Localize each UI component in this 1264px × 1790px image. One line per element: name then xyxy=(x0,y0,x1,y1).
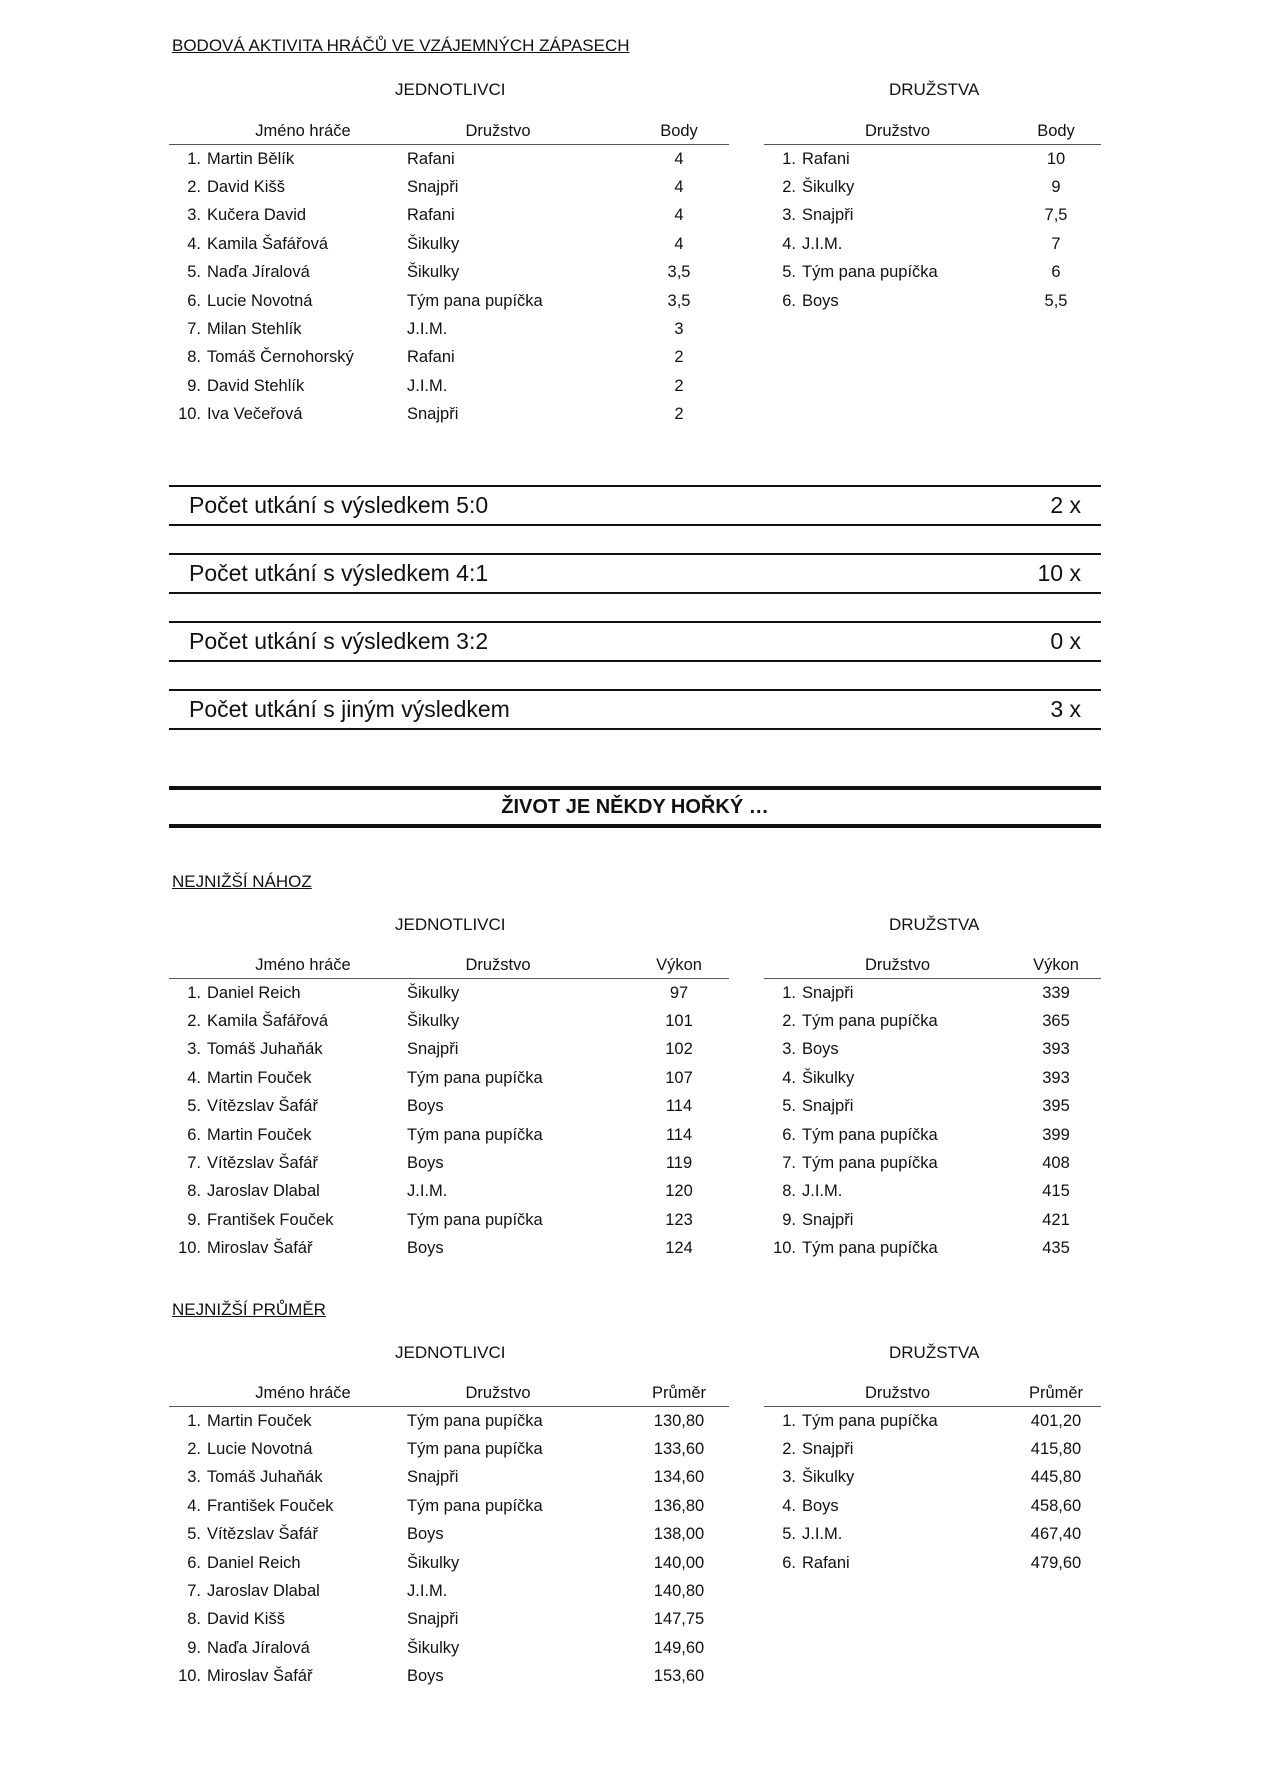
team-name: Snajpři xyxy=(407,1040,459,1059)
match-count-label: Počet utkání s výsledkem 3:2 xyxy=(189,628,489,654)
player-name: František Fouček xyxy=(207,1210,334,1229)
rank: 7. xyxy=(187,320,201,339)
rank: 2. xyxy=(187,1440,201,1459)
value: 120 xyxy=(665,1182,693,1201)
table-row xyxy=(764,1464,1101,1492)
header-team: Družstvo xyxy=(407,113,629,145)
team-name: Tým pana pupíčka xyxy=(407,1496,543,1515)
value: 6 xyxy=(1051,263,1061,282)
value: 2 xyxy=(674,405,684,424)
player-name: Lucie Novotná xyxy=(207,1440,313,1459)
rank: 1. xyxy=(782,983,796,1002)
table-row xyxy=(169,1464,729,1492)
rank: 3. xyxy=(782,1468,796,1487)
value: 399 xyxy=(1042,1125,1070,1144)
player-name: Tomáš Juhaňák xyxy=(207,1468,323,1487)
header-value: Průměr xyxy=(629,1375,729,1407)
rank: 4. xyxy=(782,234,796,253)
rank: 3. xyxy=(187,206,201,225)
table-row xyxy=(764,979,1101,1008)
rank: 6. xyxy=(187,1125,201,1144)
value: 4 xyxy=(674,178,684,197)
rank: 6. xyxy=(782,1553,796,1572)
team-name: Tým pana pupíčka xyxy=(802,1239,938,1258)
player-name: Naďa Jíralová xyxy=(207,263,310,282)
rank: 10. xyxy=(178,1239,201,1258)
table-row xyxy=(169,1549,729,1577)
table-row xyxy=(169,315,729,343)
rank: 2. xyxy=(782,1440,796,1459)
match-count-value: 0 x xyxy=(1050,628,1081,654)
value: 339 xyxy=(1042,983,1070,1002)
value: 4 xyxy=(674,234,684,253)
rank: 1. xyxy=(187,149,201,168)
rank: 5. xyxy=(782,1097,796,1116)
rank: 2. xyxy=(782,1012,796,1031)
table-row xyxy=(169,372,729,400)
value: 107 xyxy=(665,1068,693,1087)
rank: 4. xyxy=(187,1068,201,1087)
table-row xyxy=(169,1606,729,1634)
rank: 9. xyxy=(187,1638,201,1657)
rank: 1. xyxy=(187,983,201,1002)
section-title-points: BODOVÁ AKTIVITA HRÁČŮ VE VZÁJEMNÝCH ZÁPASECH xyxy=(172,36,630,55)
team-name: Šikulky xyxy=(407,1638,460,1657)
value: 138,00 xyxy=(653,1525,705,1544)
value: 393 xyxy=(1042,1068,1070,1087)
table-row xyxy=(764,1521,1101,1549)
header-name: Jméno hráče xyxy=(169,1375,407,1407)
value: 153,60 xyxy=(653,1667,705,1686)
rank: 2. xyxy=(187,178,201,197)
team-name: Snajpři xyxy=(407,178,459,197)
table-row xyxy=(169,1121,729,1149)
value: 97 xyxy=(669,983,689,1002)
value: 445,80 xyxy=(1030,1468,1082,1487)
team-name: Tým pana pupíčka xyxy=(407,1210,543,1229)
match-count-row xyxy=(169,689,1101,730)
table-row xyxy=(169,259,729,287)
player-name: Daniel Reich xyxy=(207,983,301,1002)
table-row xyxy=(764,202,1101,230)
lowest-average-individuals-table xyxy=(169,1375,729,1691)
team-name: Boys xyxy=(407,1667,444,1686)
team-name: Rafani xyxy=(407,149,455,168)
table-row xyxy=(169,1093,729,1121)
value: 3 xyxy=(674,320,684,339)
match-count-row xyxy=(169,485,1101,526)
value: 393 xyxy=(1042,1040,1070,1059)
team-name: Šikulky xyxy=(802,178,855,197)
team-name: Boys xyxy=(407,1239,444,1258)
value: 395 xyxy=(1042,1097,1070,1116)
table-row xyxy=(169,1149,729,1177)
match-count-row xyxy=(169,621,1101,662)
player-name: David Kišš xyxy=(207,178,285,197)
team-name: Tým pana pupíčka xyxy=(802,1125,938,1144)
value: 130,80 xyxy=(653,1411,705,1430)
table-row xyxy=(169,401,729,429)
table-row xyxy=(169,1435,729,1463)
value: 408 xyxy=(1042,1154,1070,1173)
table-row xyxy=(169,1407,729,1436)
points-individuals-table xyxy=(169,113,729,429)
rank: 8. xyxy=(187,1610,201,1629)
match-count-value: 3 x xyxy=(1050,696,1081,722)
rank: 3. xyxy=(187,1040,201,1059)
team-name: Šikulky xyxy=(407,983,460,1002)
team-name: J.I.M. xyxy=(407,320,448,339)
section-title-lowest-average: NEJNIŽŠÍ PRŮMĚR xyxy=(172,1300,326,1319)
player-name: Vítězslav Šafář xyxy=(207,1154,318,1173)
player-name: David Stehlík xyxy=(207,376,305,395)
value: 119 xyxy=(665,1154,693,1173)
table-row xyxy=(169,344,729,372)
header-value: Výkon xyxy=(1011,947,1101,979)
team-name: Tým pana pupíčka xyxy=(802,1012,938,1031)
rank: 4. xyxy=(782,1068,796,1087)
team-name: Boys xyxy=(802,291,839,310)
rank: 2. xyxy=(782,178,796,197)
group-label-teams: DRUŽSTVA xyxy=(889,1343,980,1362)
header-value: Body xyxy=(1011,113,1101,145)
team-name: Šikulky xyxy=(802,1068,855,1087)
player-name: Tomáš Černohorský xyxy=(207,348,354,367)
team-name: J.I.M. xyxy=(407,1582,448,1601)
table-row xyxy=(169,1206,729,1234)
value: 114 xyxy=(665,1125,693,1144)
value: 467,40 xyxy=(1030,1525,1082,1544)
team-name: Šikulky xyxy=(407,234,460,253)
table-row xyxy=(764,1206,1101,1234)
table-row xyxy=(169,1521,729,1549)
player-name: Milan Stehlík xyxy=(207,320,302,339)
rank: 10. xyxy=(178,405,201,424)
team-name: J.I.M. xyxy=(802,1182,843,1201)
team-name: Tým pana pupíčka xyxy=(407,1411,543,1430)
header-value: Průměr xyxy=(1011,1375,1101,1407)
player-name: Kučera David xyxy=(207,206,307,225)
rank: 6. xyxy=(187,1553,201,1572)
player-name: Martin Fouček xyxy=(207,1068,312,1087)
team-name: J.I.M. xyxy=(802,1525,843,1544)
group-label-individuals: JEDNOTLIVCI xyxy=(395,1343,506,1362)
header-team: Družstvo xyxy=(764,113,1011,145)
player-name: Martin Fouček xyxy=(207,1411,312,1430)
value: 2 xyxy=(674,376,684,395)
team-name: Rafani xyxy=(802,149,850,168)
header-name: Jméno hráče xyxy=(169,947,407,979)
rank: 10. xyxy=(178,1667,201,1686)
table-row xyxy=(169,202,729,230)
table-row xyxy=(169,1492,729,1520)
value: 3,5 xyxy=(667,291,691,310)
value: 140,80 xyxy=(653,1582,705,1601)
team-name: Snajpři xyxy=(407,405,459,424)
header-value: Body xyxy=(629,113,729,145)
value: 102 xyxy=(665,1040,693,1059)
table-row xyxy=(764,1407,1101,1436)
team-name: Snajpři xyxy=(802,983,854,1002)
team-name: Snajpři xyxy=(802,1097,854,1116)
rank: 1. xyxy=(187,1411,201,1430)
team-name: Šikulky xyxy=(407,263,460,282)
rank: 3. xyxy=(782,206,796,225)
team-name: Boys xyxy=(407,1154,444,1173)
table-row xyxy=(169,1036,729,1064)
table-row xyxy=(169,1577,729,1605)
value: 7 xyxy=(1051,234,1061,253)
team-name: Snajpři xyxy=(407,1610,459,1629)
table-row xyxy=(764,173,1101,201)
value: 133,60 xyxy=(653,1440,705,1459)
team-name: Rafani xyxy=(802,1553,850,1572)
player-name: Miroslav Šafář xyxy=(207,1667,313,1686)
table-row xyxy=(169,1663,729,1691)
team-name: Snajpři xyxy=(802,1440,854,1459)
player-name: Jaroslav Dlabal xyxy=(207,1182,320,1201)
group-label-teams: DRUŽSTVA xyxy=(889,915,980,934)
player-name: Tomáš Juhaňák xyxy=(207,1040,323,1059)
value: 136,80 xyxy=(653,1496,705,1515)
table-row xyxy=(764,145,1101,174)
value: 458,60 xyxy=(1030,1496,1082,1515)
player-name: Naďa Jíralová xyxy=(207,1638,310,1657)
table-row xyxy=(169,173,729,201)
table-row xyxy=(764,1064,1101,1092)
value: 401,20 xyxy=(1030,1411,1082,1430)
rank: 5. xyxy=(187,1097,201,1116)
player-name: Miroslav Šafář xyxy=(207,1239,313,1258)
rank: 3. xyxy=(187,1468,201,1487)
rank: 5. xyxy=(187,263,201,282)
value: 415 xyxy=(1042,1182,1070,1201)
value: 140,00 xyxy=(653,1553,705,1572)
team-name: Boys xyxy=(802,1496,839,1515)
rank: 9. xyxy=(187,1210,201,1229)
match-count-row xyxy=(169,553,1101,594)
table-row xyxy=(764,230,1101,258)
rank: 4. xyxy=(187,1496,201,1515)
player-name: František Fouček xyxy=(207,1496,334,1515)
value: 2 xyxy=(674,348,684,367)
team-name: Tým pana pupíčka xyxy=(407,1125,543,1144)
team-name: Snajpři xyxy=(802,206,854,225)
team-name: Tým pana pupíčka xyxy=(407,291,543,310)
player-name: Jaroslav Dlabal xyxy=(207,1582,320,1601)
lowest-throw-teams-table xyxy=(764,947,1101,1263)
header-team: Družstvo xyxy=(764,1375,1011,1407)
table-row xyxy=(169,1064,729,1092)
table-row xyxy=(764,287,1101,315)
lowest-average-teams-table xyxy=(764,1375,1101,1577)
value: 7,5 xyxy=(1044,206,1068,225)
match-count-value: 10 x xyxy=(1037,560,1081,586)
player-name: Martin Fouček xyxy=(207,1125,312,1144)
team-name: Šikulky xyxy=(407,1012,460,1031)
rank: 6. xyxy=(187,291,201,310)
table-row xyxy=(764,1093,1101,1121)
table-row xyxy=(169,287,729,315)
table-row xyxy=(169,1007,729,1035)
rank: 8. xyxy=(187,1182,201,1201)
rank: 9. xyxy=(187,376,201,395)
player-name: Martin Bělík xyxy=(207,149,295,168)
rank: 7. xyxy=(782,1154,796,1173)
team-name: J.I.M. xyxy=(407,376,448,395)
value: 10 xyxy=(1046,149,1066,168)
table-row xyxy=(169,979,729,1008)
player-name: Kamila Šafářová xyxy=(207,1012,329,1031)
team-name: Snajpři xyxy=(802,1210,854,1229)
value: 101 xyxy=(665,1012,693,1031)
value: 4 xyxy=(674,206,684,225)
team-name: J.I.M. xyxy=(802,234,843,253)
player-name: Iva Večeřová xyxy=(207,405,303,424)
table-row xyxy=(764,1435,1101,1463)
match-count-label: Počet utkání s jiným výsledkem xyxy=(189,696,510,722)
value: 421 xyxy=(1042,1210,1070,1229)
lowest-throw-individuals-table xyxy=(169,947,729,1263)
banner-heading: ŽIVOT JE NĚKDY HOŘKÝ … xyxy=(169,786,1101,828)
value: 5,5 xyxy=(1044,291,1068,310)
player-name: Kamila Šafářová xyxy=(207,234,329,253)
table-row xyxy=(169,1634,729,1662)
group-label-teams: DRUŽSTVA xyxy=(889,80,980,99)
match-count-value: 2 x xyxy=(1050,492,1081,518)
table-row xyxy=(764,259,1101,287)
rank: 10. xyxy=(773,1239,796,1258)
team-name: Tým pana pupíčka xyxy=(802,1154,938,1173)
player-name: Vítězslav Šafář xyxy=(207,1097,318,1116)
rank: 3. xyxy=(782,1040,796,1059)
player-name: Vítězslav Šafář xyxy=(207,1525,318,1544)
rank: 7. xyxy=(187,1154,201,1173)
header-value: Výkon xyxy=(629,947,729,979)
value: 123 xyxy=(665,1210,693,1229)
group-label-individuals: JEDNOTLIVCI xyxy=(395,80,506,99)
header-name: Jméno hráče xyxy=(169,113,407,145)
player-name: Daniel Reich xyxy=(207,1553,301,1572)
rank: 8. xyxy=(782,1182,796,1201)
team-name: Tým pana pupíčka xyxy=(407,1440,543,1459)
table-row xyxy=(764,1121,1101,1149)
rank: 9. xyxy=(782,1210,796,1229)
table-row xyxy=(764,1549,1101,1577)
rank: 1. xyxy=(782,1411,796,1430)
team-name: Šikulky xyxy=(407,1553,460,1572)
table-row xyxy=(764,1492,1101,1520)
value: 479,60 xyxy=(1030,1553,1082,1572)
table-row xyxy=(169,1235,729,1263)
table-row xyxy=(169,145,729,174)
rank: 8. xyxy=(187,348,201,367)
value: 365 xyxy=(1042,1012,1070,1031)
table-row xyxy=(764,1036,1101,1064)
value: 4 xyxy=(674,149,684,168)
table-row xyxy=(764,1178,1101,1206)
player-name: Lucie Novotná xyxy=(207,291,313,310)
team-name: Snajpři xyxy=(407,1468,459,1487)
rank: 6. xyxy=(782,1125,796,1144)
rank: 4. xyxy=(187,234,201,253)
rank: 2. xyxy=(187,1012,201,1031)
table-row xyxy=(764,1149,1101,1177)
rank: 4. xyxy=(782,1496,796,1515)
team-name: Boys xyxy=(407,1525,444,1544)
value: 415,80 xyxy=(1030,1440,1082,1459)
value: 435 xyxy=(1042,1239,1070,1258)
team-name: Tým pana pupíčka xyxy=(802,263,938,282)
table-row xyxy=(169,230,729,258)
player-name: David Kišš xyxy=(207,1610,285,1629)
team-name: J.I.M. xyxy=(407,1182,448,1201)
value: 124 xyxy=(665,1239,693,1258)
rank: 5. xyxy=(187,1525,201,1544)
team-name: Rafani xyxy=(407,348,455,367)
team-name: Tým pana pupíčka xyxy=(802,1411,938,1430)
value: 9 xyxy=(1051,178,1061,197)
rank: 5. xyxy=(782,263,796,282)
value: 114 xyxy=(665,1097,693,1116)
team-name: Tým pana pupíčka xyxy=(407,1068,543,1087)
header-team: Družstvo xyxy=(407,1375,629,1407)
value: 147,75 xyxy=(653,1610,705,1629)
rank: 5. xyxy=(782,1525,796,1544)
rank: 6. xyxy=(782,291,796,310)
table-row xyxy=(764,1007,1101,1035)
header-team: Družstvo xyxy=(764,947,1011,979)
value: 149,60 xyxy=(653,1638,705,1657)
section-title-lowest-throw: NEJNIŽŠÍ NÁHOZ xyxy=(172,872,312,891)
group-label-individuals: JEDNOTLIVCI xyxy=(395,915,506,934)
match-count-label: Počet utkání s výsledkem 4:1 xyxy=(189,560,489,586)
table-row xyxy=(764,1235,1101,1263)
team-name: Boys xyxy=(802,1040,839,1059)
team-name: Boys xyxy=(407,1097,444,1116)
table-row xyxy=(169,1178,729,1206)
match-count-label: Počet utkání s výsledkem 5:0 xyxy=(189,492,489,518)
value: 134,60 xyxy=(653,1468,705,1487)
header-team: Družstvo xyxy=(407,947,629,979)
rank: 7. xyxy=(187,1582,201,1601)
team-name: Rafani xyxy=(407,206,455,225)
points-teams-table xyxy=(764,113,1101,315)
team-name: Šikulky xyxy=(802,1468,855,1487)
value: 3,5 xyxy=(667,263,691,282)
rank: 1. xyxy=(782,149,796,168)
